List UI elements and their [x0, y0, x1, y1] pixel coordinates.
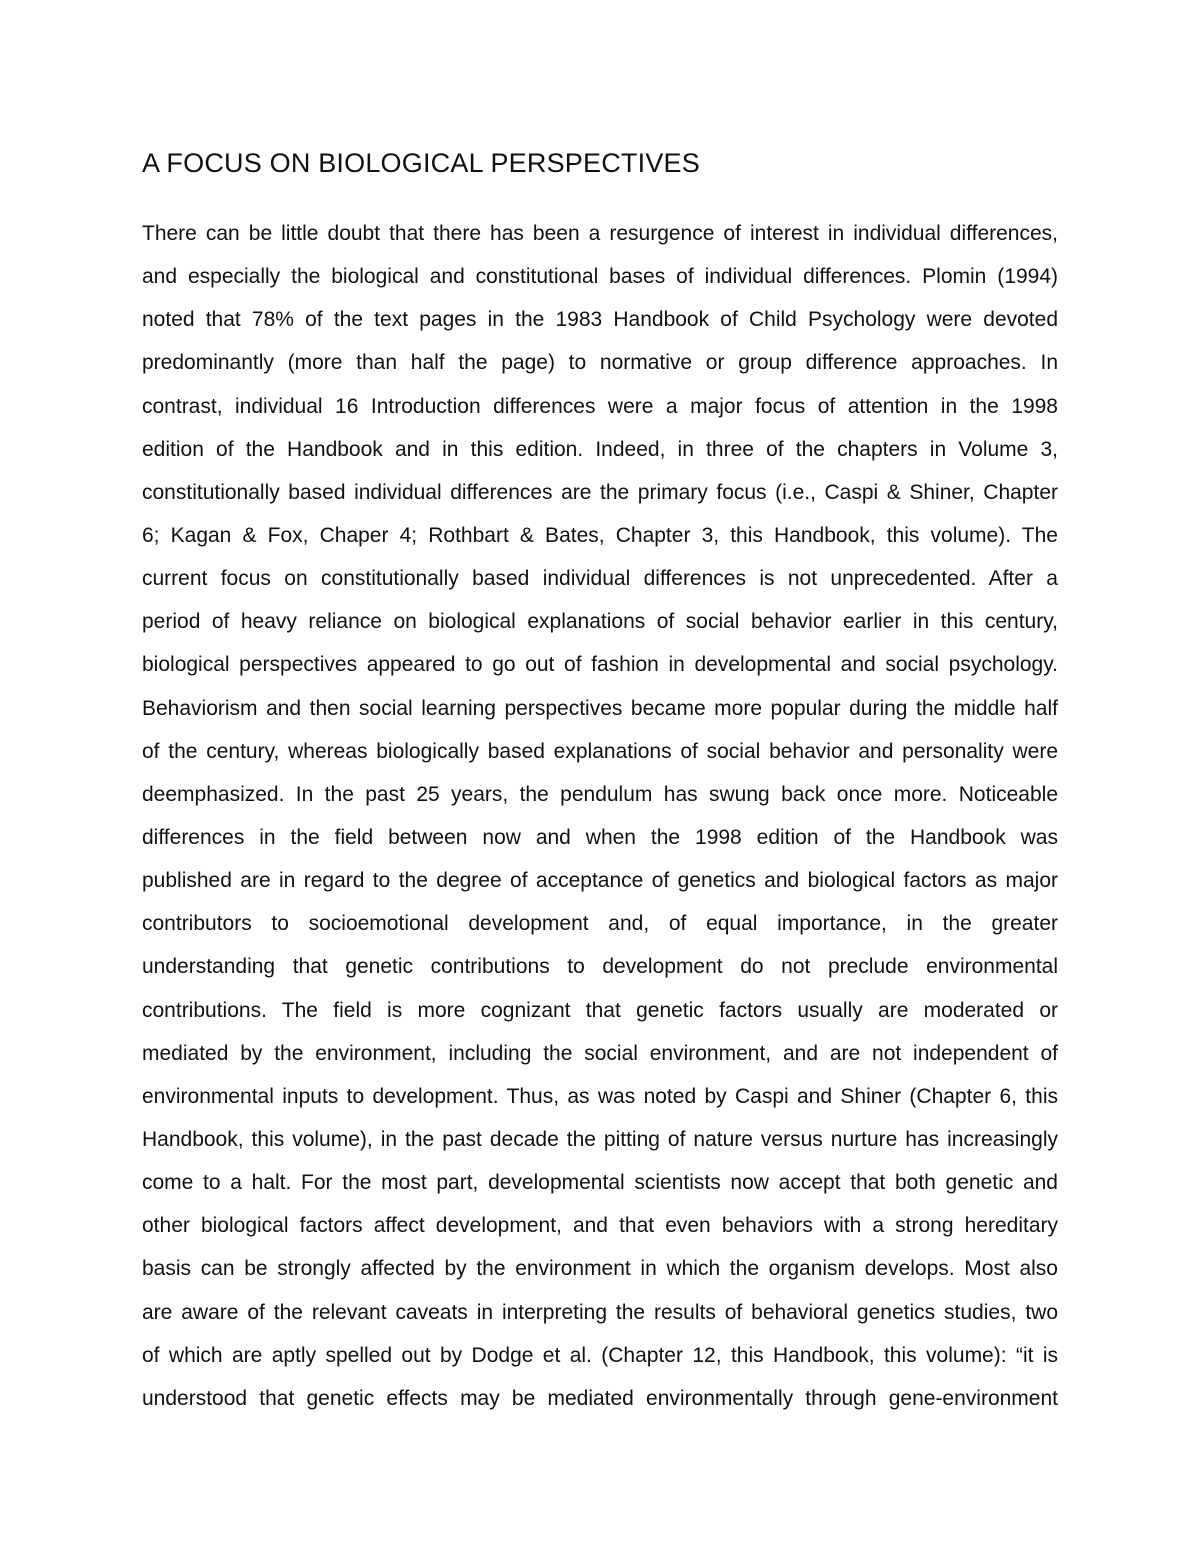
text-line: contrast, individual 16 Introduction differences were a major focus of attention in the 1998	[142, 394, 1058, 418]
text-line: published are in regard to the degree of acceptance of genetics and biological factors as major	[142, 869, 1058, 893]
text-line: current focus on constitutionally based individual differences is not unprecedented. After a	[142, 567, 1058, 591]
text-line: noted that 78% of the text pages in the 1983 Handbook of Child Psychology were devoted	[142, 308, 1058, 332]
text-line: other biological factors affect development, and that even behaviors with a strong hereditary	[142, 1214, 1058, 1238]
body-paragraph	[142, 212, 1058, 1420]
text-line: contributors to socioemotional development and, of equal importance, in the greater	[142, 912, 1058, 936]
text-line: period of heavy reliance on biological explanations of social behavior earlier in this century,	[142, 610, 1058, 634]
text-line: Handbook, this volume), in the past decade the pitting of nature versus nurture has increasingly	[142, 1127, 1058, 1151]
text-line: constitutionally based individual differences are the primary focus (i.e., Caspi & Shiner, Chapter	[142, 480, 1058, 504]
text-line: differences in the field between now and when the 1998 edition of the Handbook was	[142, 825, 1058, 849]
text-line: biological perspectives appeared to go out of fashion in developmental and social psychology.	[142, 653, 1058, 677]
text-line: and especially the biological and constitutional bases of individual differences. Plomin (1994)	[142, 265, 1058, 289]
text-line: of which are aptly spelled out by Dodge et al. (Chapter 12, this Handbook, this volume): “it is	[142, 1343, 1058, 1367]
text-line: understanding that genetic contributions to development do not preclude environmental	[142, 955, 1058, 979]
text-line: predominantly (more than half the page) to normative or group difference approaches. In	[142, 351, 1058, 375]
text-line: deemphasized. In the past 25 years, the pendulum has swung back once more. Noticeable	[142, 782, 1058, 806]
text-line: contributions. The field is more cognizant that genetic factors usually are moderated or	[142, 998, 1058, 1022]
text-line: understood that genetic effects may be mediated environmentally through gene-environment	[142, 1386, 1058, 1410]
text-line: Behaviorism and then social learning perspectives became more popular during the middle half	[142, 696, 1058, 720]
text-line: environmental inputs to development. Thus, as was noted by Caspi and Shiner (Chapter 6, this	[142, 1084, 1058, 1108]
text-line: basis can be strongly affected by the environment in which the organism develops. Most also	[142, 1257, 1058, 1281]
text-line: are aware of the relevant caveats in interpreting the results of behavioral genetics studies, two	[142, 1300, 1058, 1324]
text-line: mediated by the environment, including the social environment, and are not independent of	[142, 1041, 1058, 1065]
text-line: edition of the Handbook and in this edition. Indeed, in three of the chapters in Volume 3,	[142, 437, 1058, 461]
text-line: There can be little doubt that there has been a resurgence of interest in individual differences,	[142, 222, 1058, 245]
text-line: come to a halt. For the most part, developmental scientists now accept that both genetic and	[142, 1171, 1058, 1195]
page-title: A FOCUS ON BIOLOGICAL PERSPECTIVES	[142, 148, 700, 178]
text-line: 6; Kagan & Fox, Chaper 4; Rothbart & Bates, Chapter 3, this Handbook, this volume). The	[142, 523, 1058, 547]
text-line: of the century, whereas biologically based explanations of social behavior and personality were	[142, 739, 1058, 763]
